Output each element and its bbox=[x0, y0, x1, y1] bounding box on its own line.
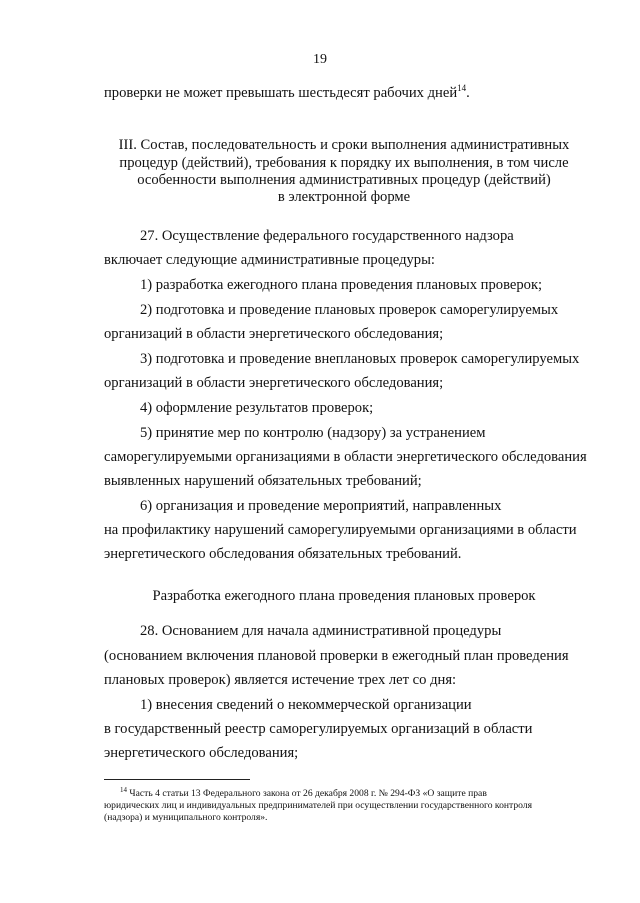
footnote-ref: 14 bbox=[457, 83, 467, 94]
item-5-line-3: выявленных нарушений обязательных требований; bbox=[104, 473, 422, 489]
item-5-line-2: саморегулируемыми организациями в области энергетического обследования bbox=[104, 449, 587, 465]
p27-line-1: 27. Осуществление федерального государственного надзора bbox=[140, 228, 514, 244]
p28-line-6: энергетического обследования; bbox=[104, 745, 299, 761]
footnote-line-3: (надзора) и муниципального контроля». bbox=[104, 812, 268, 823]
footnote-line-1 bbox=[120, 785, 584, 800]
page-number: 19 bbox=[313, 52, 327, 67]
item-3-line-2: организаций в области энергетического обследования; bbox=[104, 375, 444, 391]
item-6-line-3: энергетического обследования обязательных требований. bbox=[104, 546, 462, 562]
item-6-line-2: на профилактику нарушений саморегулируемыми организациями в области bbox=[104, 522, 577, 538]
top-line-text: проверки не может превышать шестьдесят рабочих дней bbox=[104, 85, 458, 101]
p28-line-5: в государственный реестр саморегулируемых организаций в области bbox=[104, 721, 533, 737]
subheading: Разработка ежегодного плана проведения плановых проверок bbox=[152, 588, 536, 604]
footnote-divider bbox=[104, 779, 250, 780]
item-2-line-2: организаций в области энергетического обследования; bbox=[104, 326, 444, 342]
p28-line-2: (основанием включения плановой проверки в ежегодный план проведения bbox=[104, 648, 569, 664]
top-line bbox=[104, 84, 584, 102]
heading-line-3: особенности выполнения административных процедур (действий) bbox=[137, 172, 551, 188]
item-4: 4) оформление результатов проверок; bbox=[140, 400, 374, 416]
p27-line-2: включает следующие административные процедуры: bbox=[104, 252, 435, 268]
p28-line-3: плановых проверок) является истечение трех лет со дня: bbox=[104, 672, 457, 688]
heading-line-1: III. Состав, последовательность и сроки выполнения административных bbox=[118, 137, 570, 153]
footnote-line-1-text: Часть 4 статьи 13 Федерального закона от 26 декабря 2008 г. № 294-ФЗ «О защите прав bbox=[129, 788, 487, 799]
item-2-line-1: 2) подготовка и проведение плановых проверок саморегулируемых bbox=[140, 302, 559, 318]
top-line-end: . bbox=[466, 85, 470, 101]
p28-line-4: 1) внесения сведений о некоммерческой организации bbox=[140, 697, 472, 713]
item-6-line-1: 6) организация и проведение мероприятий, направленных bbox=[140, 498, 502, 514]
heading-line-4: в электронной форме bbox=[277, 189, 411, 205]
heading-line-2: процедур (действий), требования к порядку их выполнения, в том числе bbox=[119, 155, 569, 171]
item-5-line-1: 5) принятие мер по контролю (надзору) за устранением bbox=[140, 425, 486, 441]
item-1: 1) разработка ежегодного плана проведения плановых проверок; bbox=[140, 277, 543, 293]
item-3-line-1: 3) подготовка и проведение внеплановых проверок саморегулируемых bbox=[140, 351, 580, 367]
footnote-line-2: юридических лиц и индивидуальных предпринимателей при осуществлении государственного контроля bbox=[104, 800, 532, 811]
p28-line-1: 28. Основанием для начала административной процедуры bbox=[140, 623, 502, 639]
footnote-mark: 14 bbox=[120, 785, 127, 794]
